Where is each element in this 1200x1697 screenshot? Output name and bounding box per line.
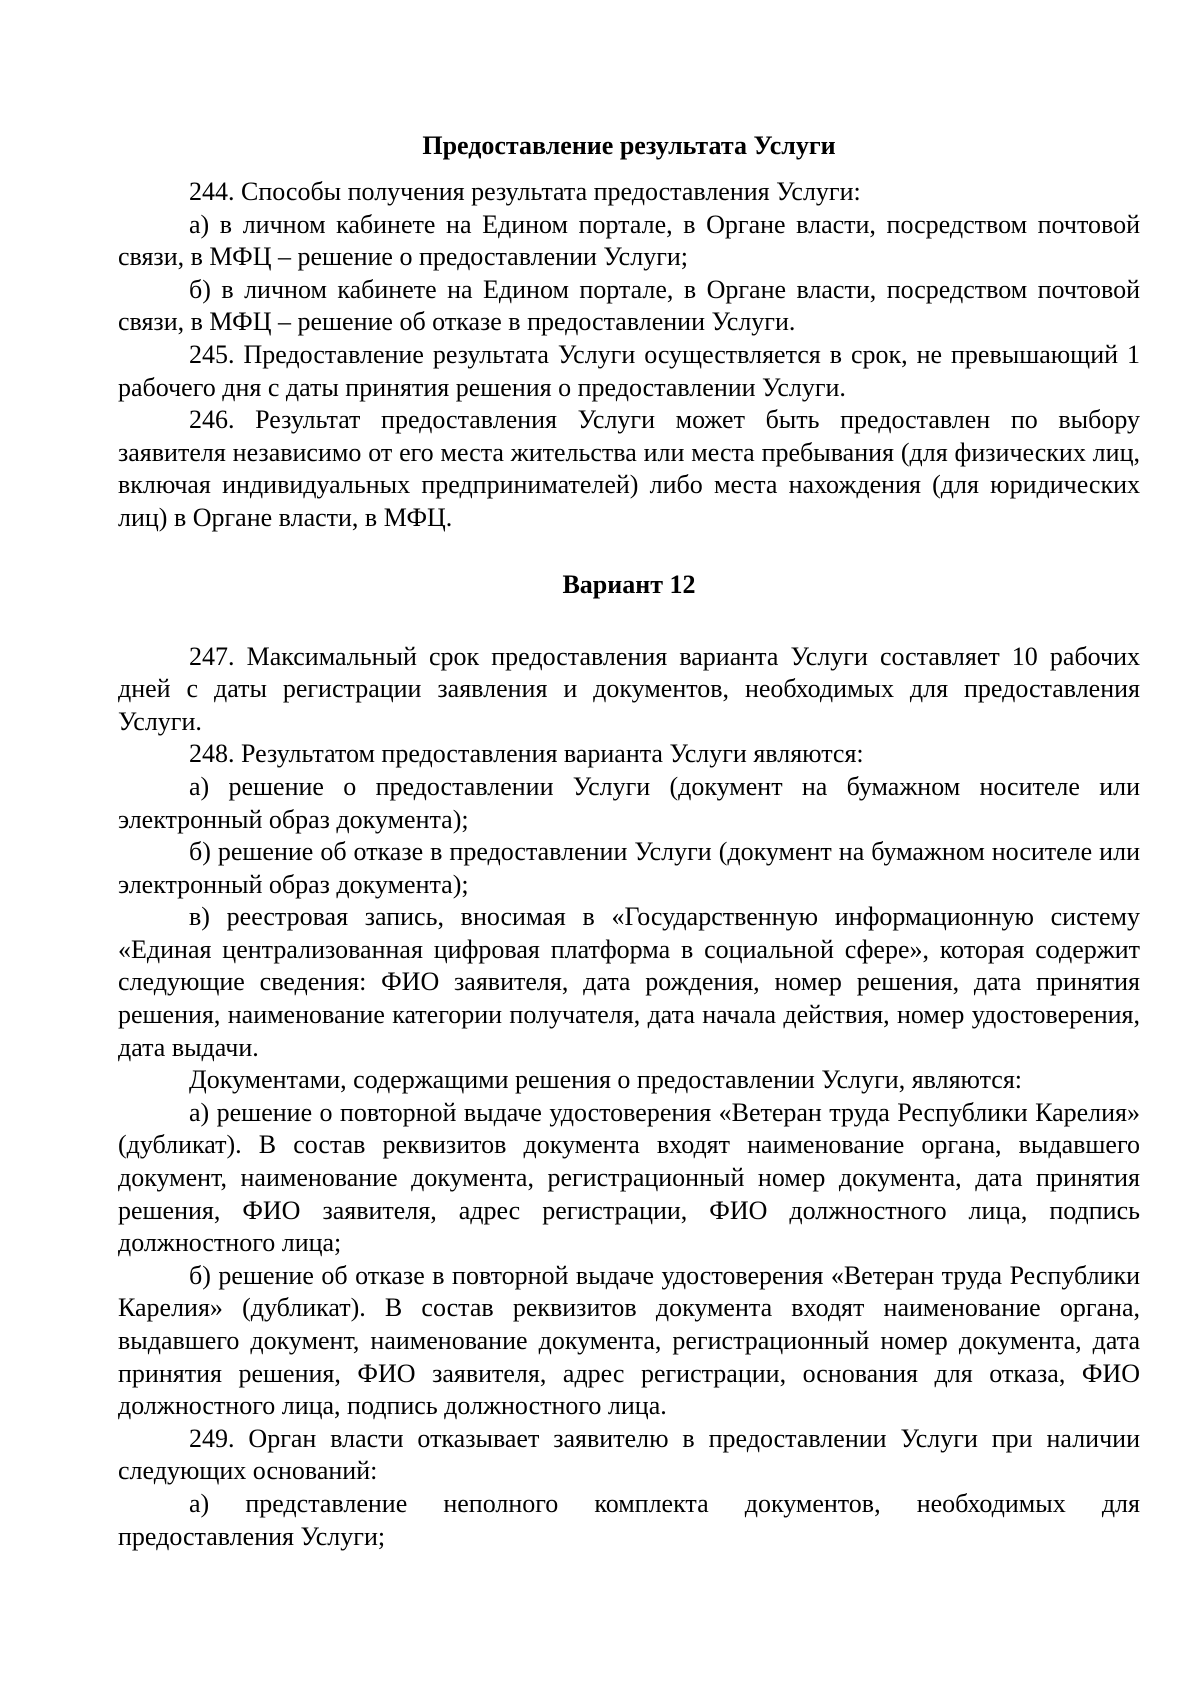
- paragraph: б) решение об отказе в предоставлении Услуги (документ на бумажном носителе или электронный образ документа);: [118, 837, 1140, 899]
- paragraph: а) в личном кабинете на Едином портале, в Органе власти, посредством почтовой связи, в МФЦ – решение о предоставлении Услуги;: [118, 209, 1140, 272]
- paragraph: б) решение об отказе в повторной выдаче удостоверения «Ветеран труда Республики Карелия» (дубликат). В состав реквизитов документа входят наименование органа, выдавшего документ, наименование документа, регистрационный номер документа, дата принятия решения, ФИО заявителя, адрес регистрации, основания для отказа, ФИО должностного лица, подпись должностного лица.: [118, 1260, 1140, 1421]
- paragraph: 246. Результат предоставления Услуги может быть предоставлен по выбору заявителя независимо от его места жительства или места пребывания (для физических лиц, включая индивидуальных предпринимателей) либо места нахождения (для юридических лиц) в Органе власти, в МФЦ.: [118, 405, 1140, 532]
- paragraph: 244. Способы получения результата предоставления Услуги:: [189, 177, 861, 206]
- paragraph: 247. Максимальный срок предоставления варианта Услуги составляет 10 рабочих дней с даты регистрации заявления и документов, необходимых для предоставления Услуги.: [118, 641, 1140, 736]
- paragraph: 249. Орган власти отказывает заявителю в предоставлении Услуги при наличии следующих оснований:: [118, 1423, 1140, 1486]
- document-page: [118, 118, 1140, 1553]
- paragraph: а) решение о предоставлении Услуги (документ на бумажном носителе или электронный образ документа);: [118, 771, 1140, 834]
- paragraph: Документами, содержащими решения о предоставлении Услуги, являются:: [189, 1065, 1023, 1095]
- section-title: Вариант 12: [562, 569, 696, 599]
- paragraph: 245. Предоставление результата Услуги осуществляется в срок, не превышающий 1 рабочего дня с даты принятия решения о предоставлении Услуги.: [118, 339, 1140, 402]
- section-body: [118, 176, 1140, 535]
- paragraph: а) представление неполного комплекта документов, необходимых для предоставления Услуги;: [118, 1488, 1140, 1551]
- paragraph: 248. Результатом предоставления варианта Услуги являются:: [189, 739, 864, 769]
- paragraph: в) реестровая запись, вносимая в «Государственную информационную систему «Единая централизованная цифровая платформа в социальной сфере», которая содержит следующие сведения: ФИО заявителя, дата рождения, номер решения, дата принятия решения, наименование категории получателя, дата начала действия, номер удостоверения, дата выдачи.: [118, 902, 1140, 1062]
- paragraph: а) решение о повторной выдаче удостоверения «Ветеран труда Республики Карелия» (дубликат). В состав реквизитов документа входят наименование органа, выдавшего документ, наименование документа, регистрационный номер документа, дата принятия решения, ФИО заявителя, адрес регистрации, ФИО должностного лица, подпись должностного лица;: [118, 1097, 1140, 1258]
- paragraph: б) в личном кабинете на Едином портале, в Органе власти, посредством почтовой связи, в МФЦ – решение об отказе в предоставлении Услуги.: [118, 274, 1140, 337]
- section-body: [118, 641, 1140, 1554]
- section-title: Предоставление результата Услуги: [422, 131, 836, 160]
